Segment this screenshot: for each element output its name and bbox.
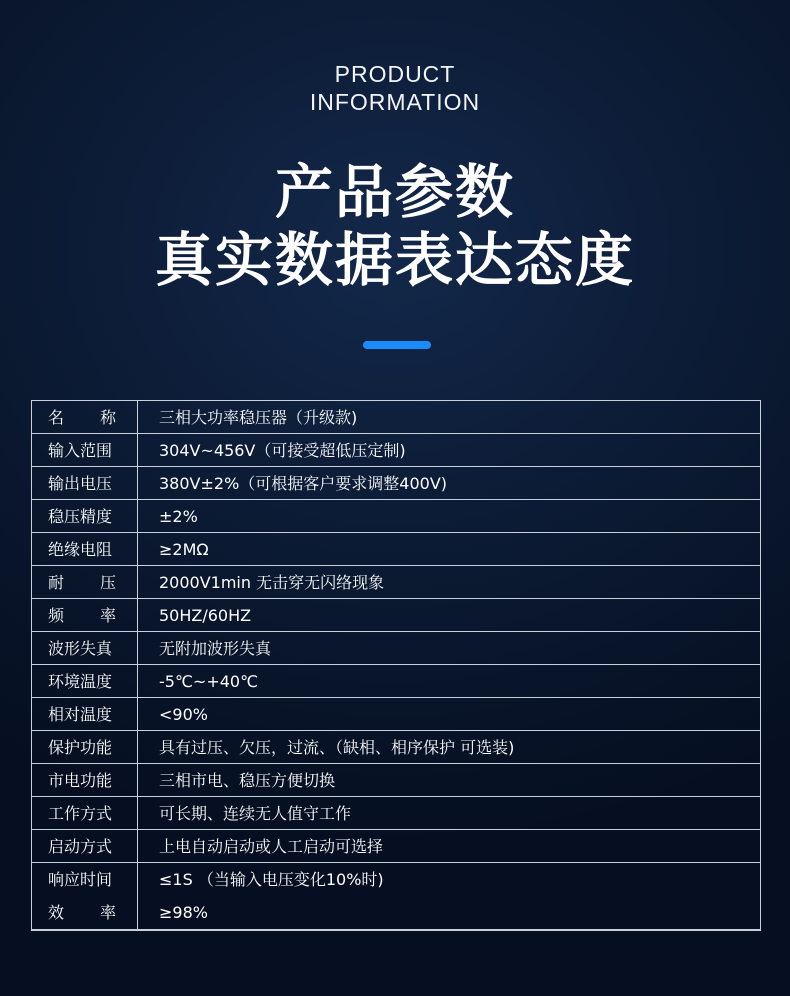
spec-label: 相对温度 [32, 698, 138, 730]
spec-table [31, 400, 761, 931]
spec-value: ≤1S （当输入电压变化10%时) [159, 870, 384, 889]
spec-label: 波形失真 [32, 632, 138, 664]
spec-value: 无附加波形失真 [159, 639, 272, 658]
table-row [32, 566, 760, 599]
spec-value: 304V~456V（可接受超低压定制) [159, 441, 406, 460]
spec-value: <90% [159, 705, 208, 724]
accent-divider [363, 341, 431, 349]
heading-en-line-2: INFORMATION [309, 89, 481, 115]
spec-value: 2000V1min 无击穿无闪络现象 [159, 573, 385, 592]
table-row [32, 434, 760, 467]
spec-value: ≥2MΩ [159, 540, 209, 559]
spec-label: 响应时间 [32, 863, 138, 896]
spec-label: 绝缘电阻 [32, 533, 138, 565]
table-row [32, 698, 760, 731]
spec-value: ≥98% [159, 903, 208, 922]
spec-label: 工作方式 [32, 797, 138, 829]
spec-value: 三相市电、稳压方便切换 [159, 771, 336, 790]
spec-value: 具有过压、欠压，过流、（缺相、相序保护 可选装) [159, 738, 515, 757]
table-row [32, 665, 760, 698]
spec-value: 上电自动启动或人工启动可选择 [159, 837, 384, 856]
spec-value: -5℃~+40℃ [159, 672, 259, 691]
table-row [32, 731, 760, 764]
table-row [32, 830, 760, 863]
table-row [32, 401, 760, 434]
table-row [32, 599, 760, 632]
table-row [32, 500, 760, 533]
spec-label: 稳压精度 [32, 500, 138, 532]
spec-label: 市电功能 [32, 764, 138, 796]
heading-en-line-1: PRODUCT [334, 61, 456, 87]
spec-label: 效 率 [32, 896, 138, 929]
page-subtitle: 真实数据表达态度 [154, 226, 635, 294]
spec-label: 环境温度 [32, 665, 138, 697]
table-row [32, 896, 760, 929]
spec-label: 输出电压 [32, 467, 138, 499]
spec-label: 启动方式 [32, 830, 138, 862]
spec-value: 50HZ/60HZ [159, 606, 252, 625]
spec-value: 三相大功率稳压器（升级款) [159, 408, 358, 427]
table-row [32, 863, 760, 896]
table-row [32, 764, 760, 797]
section-heading-english [0, 60, 790, 116]
table-row [32, 632, 760, 665]
spec-value: ±2% [159, 507, 198, 526]
table-row [32, 797, 760, 830]
spec-label: 频 率 [32, 599, 138, 631]
spec-label: 耐 压 [32, 566, 138, 598]
spec-label: 名 称 [32, 401, 138, 433]
spec-label: 保护功能 [32, 731, 138, 763]
page-title: 产品参数 [274, 158, 515, 226]
spec-value: 380V±2%（可根据客户要求调整400V) [159, 474, 448, 493]
table-row [32, 533, 760, 566]
spec-value: 可长期、连续无人值守工作 [159, 804, 352, 823]
spec-label: 输入范围 [32, 434, 138, 466]
table-row [32, 467, 760, 500]
